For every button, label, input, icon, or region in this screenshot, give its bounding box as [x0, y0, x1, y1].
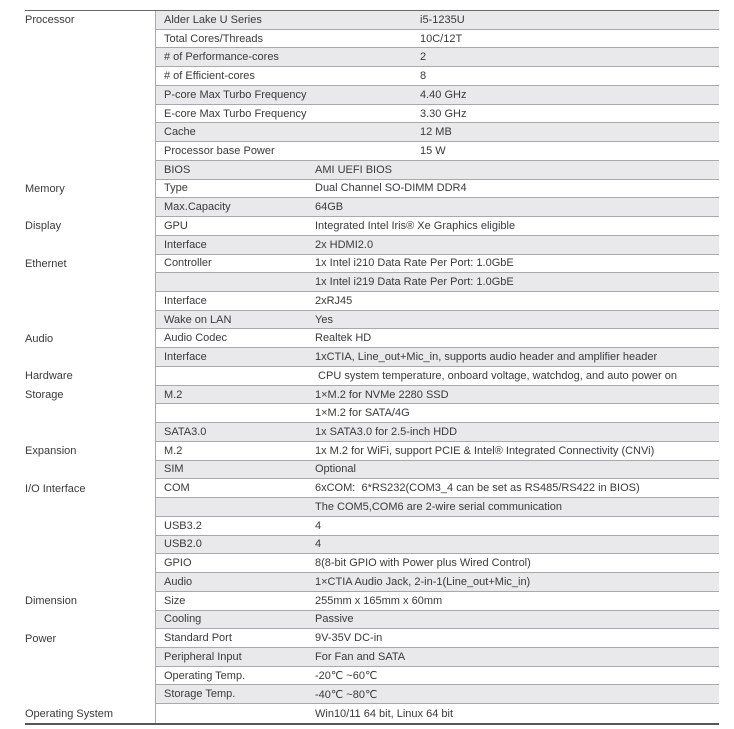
attribute-cell: # of Performance-cores: [164, 51, 279, 64]
attribute-cell: Max.Capacity: [164, 201, 231, 214]
category-cell: [25, 142, 155, 161]
value-cell: 2: [420, 51, 427, 64]
attribute-cell: Processor base Power: [164, 145, 275, 157]
category-cell: [25, 685, 155, 704]
table-row: [25, 479, 719, 498]
category-cell: Operating System: [25, 707, 114, 720]
attribute-cell: Controller: [164, 257, 212, 270]
attribute-cell: Interface: [164, 238, 207, 251]
attribute-cell: Peripheral Input: [164, 650, 242, 663]
row-content: [155, 367, 719, 386]
row-content: [155, 685, 719, 704]
attribute-cell: Alder Lake U Series: [164, 13, 262, 26]
category-cell: [25, 517, 155, 536]
row-content: [155, 404, 719, 423]
value-cell: The COM5,COM6 are 2-wire serial communication: [315, 500, 562, 513]
value-cell: Yes: [315, 313, 333, 326]
category-cell: [25, 311, 155, 330]
category-cell: Ethernet: [25, 257, 67, 270]
category-cell: [25, 30, 155, 49]
row-content: [155, 105, 719, 124]
value-cell: -20℃ ~60℃: [315, 670, 378, 683]
table-row: [25, 67, 719, 86]
value-cell: 1×M.2 for NVMe 2280 SSD: [315, 388, 449, 401]
category-cell: [25, 554, 155, 573]
row-content: [155, 592, 719, 611]
row-content: [155, 648, 719, 667]
category-cell: [25, 123, 155, 142]
table-row: [25, 573, 719, 592]
category-cell: I/O Interface: [25, 482, 86, 495]
row-content: [155, 180, 719, 199]
row-content: [155, 255, 719, 274]
category-cell: Memory: [25, 182, 65, 195]
value-cell: Optional: [315, 463, 356, 476]
value-cell: 10C/12T: [420, 32, 463, 45]
table-row: [25, 180, 719, 199]
table-row: [25, 517, 719, 536]
category-cell: Audio: [25, 332, 54, 345]
category-cell: Display: [25, 220, 62, 233]
attribute-cell: Wake on LAN: [164, 313, 232, 326]
table-row: [25, 311, 719, 330]
row-content: [155, 48, 719, 67]
category-cell: [25, 161, 155, 180]
category-cell: [25, 198, 155, 217]
value-cell: 1×CTIA Audio Jack, 2-in-1(Line_out+Mic_in): [315, 575, 531, 588]
row-content: [155, 348, 719, 367]
category-cell: [25, 573, 155, 592]
attribute-cell: M.2: [164, 444, 183, 457]
row-content: [155, 311, 719, 330]
table-row: [25, 423, 719, 442]
attribute-cell: Cache: [164, 126, 196, 139]
attribute-cell: GPIO: [164, 557, 192, 570]
row-content: [155, 536, 719, 555]
row-content: [155, 667, 719, 686]
category-cell: [25, 348, 155, 367]
value-cell: 4.40 GHz: [420, 88, 467, 101]
spec-table: [25, 10, 719, 725]
row-content: [155, 142, 719, 161]
attribute-cell: Operating Temp.: [164, 669, 246, 682]
table-row: [25, 273, 719, 292]
attribute-cell: Total Cores/Threads: [164, 32, 264, 45]
value-cell: Win10/11 64 bit, Linux 64 bit: [315, 707, 453, 720]
row-content: [155, 11, 719, 30]
value-cell: AMI UEFI BIOS: [315, 163, 393, 176]
table-row: [25, 255, 719, 274]
attribute-cell: BIOS: [164, 163, 191, 176]
value-cell: CPU system temperature, onboard voltage, watchdog, and auto power on: [315, 369, 677, 382]
table-row: [25, 30, 719, 49]
table-row: [25, 461, 719, 480]
row-content: [155, 629, 719, 648]
value-cell: For Fan and SATA: [315, 650, 406, 663]
row-content: [155, 273, 719, 292]
category-cell: [25, 273, 155, 292]
category-cell: [25, 67, 155, 86]
category-cell: [25, 611, 155, 630]
category-cell: [25, 292, 155, 311]
value-cell: 2xRJ45: [315, 294, 353, 307]
attribute-cell: P-core Max Turbo Frequency: [164, 88, 307, 101]
attribute-cell: Interface: [164, 351, 207, 364]
attribute-cell: E-core Max Turbo Frequency: [164, 107, 307, 120]
table-row: [25, 592, 719, 611]
table-row: [25, 48, 719, 67]
category-cell: Power: [25, 632, 57, 645]
table-row: [25, 404, 719, 423]
table-row: [25, 554, 719, 573]
attribute-cell: # of Efficient-cores: [164, 70, 255, 83]
attribute-cell: GPU: [164, 219, 188, 232]
table-row: [25, 217, 719, 236]
attribute-cell: SIM: [164, 463, 184, 476]
table-row: [25, 498, 719, 517]
row-content: [155, 30, 719, 49]
value-cell: 8: [420, 70, 427, 83]
table-row: [25, 536, 719, 555]
table-row: [25, 236, 719, 255]
attribute-cell: Cooling: [164, 613, 202, 626]
value-cell: 3.30 GHz: [420, 107, 467, 120]
row-content: [155, 236, 719, 255]
attribute-cell: USB3.2: [164, 519, 202, 532]
category-cell: Storage: [25, 389, 64, 402]
row-content: [155, 611, 719, 630]
table-row: [25, 704, 719, 723]
category-cell: [25, 404, 155, 423]
value-cell: 64GB: [315, 201, 344, 214]
attribute-cell: Audio: [164, 575, 193, 588]
attribute-cell: COM: [164, 482, 190, 495]
category-cell: [25, 536, 155, 555]
table-row: [25, 198, 719, 217]
row-content: [155, 573, 719, 592]
row-content: [155, 67, 719, 86]
attribute-cell: Interface: [164, 294, 207, 307]
category-cell: [25, 86, 155, 105]
row-content: [155, 292, 719, 311]
row-content: [155, 161, 719, 180]
table-row: [25, 667, 719, 686]
value-cell: 2x HDMI2.0: [315, 238, 374, 251]
value-cell: 1×M.2 for SATA/4G: [315, 407, 410, 420]
value-cell: 1x M.2 for WiFi, support PCIE & Intel® Integrated Connectivity (CNVi): [315, 444, 655, 457]
row-content: [155, 554, 719, 573]
table-row: [25, 329, 719, 348]
attribute-cell: Storage Temp.: [164, 688, 236, 701]
value-cell: 1x Intel i210 Data Rate Per Port: 1.0GbE: [315, 257, 514, 270]
value-cell: 15 W: [420, 145, 446, 157]
table-row: [25, 123, 719, 142]
spec-table-rows: [25, 11, 719, 723]
table-row: [25, 442, 719, 461]
category-cell: Processor: [25, 14, 75, 27]
category-cell: [25, 648, 155, 667]
row-content: [155, 86, 719, 105]
attribute-cell: USB2.0: [164, 538, 202, 551]
value-cell: 255mm x 165mm x 60mm: [315, 594, 443, 607]
category-cell: Hardware: [25, 370, 73, 383]
row-content: [155, 123, 719, 142]
table-row: [25, 611, 719, 630]
row-content: [155, 386, 719, 405]
value-cell: 1x SATA3.0 for 2.5-inch HDD: [315, 426, 458, 439]
category-cell: [25, 423, 155, 442]
value-cell: i5-1235U: [420, 13, 465, 26]
value-cell: 1xCTIA, Line_out+Mic_in, supports audio header and amplifier header: [315, 351, 658, 364]
value-cell: Integrated Intel Iris® Xe Graphics eligible: [315, 219, 516, 232]
category-cell: [25, 48, 155, 67]
table-row: [25, 11, 719, 30]
attribute-cell: Standard Port: [164, 632, 232, 645]
row-content: [155, 479, 719, 498]
table-row: [25, 367, 719, 386]
attribute-cell: Type: [164, 182, 188, 195]
row-content: [155, 198, 719, 217]
table-row: [25, 142, 719, 161]
table-row: [25, 348, 719, 367]
value-cell: 8(8-bit GPIO with Power plus Wired Control): [315, 557, 531, 570]
attribute-cell: M.2: [164, 388, 183, 401]
table-row: [25, 685, 719, 704]
value-cell: 4: [315, 519, 322, 532]
table-row: [25, 386, 719, 405]
row-content: [155, 461, 719, 480]
value-cell: -40℃ ~80℃: [315, 688, 378, 701]
row-content: [155, 423, 719, 442]
value-cell: 1x Intel i219 Data Rate Per Port: 1.0GbE: [315, 276, 514, 289]
value-cell: 12 MB: [420, 126, 452, 139]
value-cell: 4: [315, 538, 322, 551]
category-cell: [25, 105, 155, 124]
value-cell: 6xCOM: 6*RS232(COM3_4 can be set as RS485/RS422 in BIOS): [315, 482, 640, 495]
row-content: [155, 498, 719, 517]
value-cell: Passive: [315, 613, 354, 626]
row-content: [155, 217, 719, 236]
table-row: [25, 648, 719, 667]
row-content: [155, 329, 719, 348]
table-row: [25, 292, 719, 311]
table-row: [25, 161, 719, 180]
attribute-cell: Audio Codec: [164, 332, 227, 345]
row-content: [155, 704, 719, 723]
attribute-cell: SATA3.0: [164, 426, 207, 439]
category-cell: [25, 498, 155, 517]
category-cell: [25, 236, 155, 255]
table-row: [25, 105, 719, 124]
category-cell: [25, 667, 155, 686]
category-cell: Expansion: [25, 445, 77, 458]
category-cell: [25, 461, 155, 480]
table-row: [25, 86, 719, 105]
value-cell: Dual Channel SO-DIMM DDR4: [315, 182, 467, 195]
table-row: [25, 629, 719, 648]
category-cell: Dimension: [25, 595, 77, 608]
value-cell: 9V-35V DC-in: [315, 632, 383, 645]
value-cell: Realtek HD: [315, 332, 372, 345]
attribute-cell: Size: [164, 594, 186, 607]
row-content: [155, 517, 719, 536]
row-content: [155, 442, 719, 461]
